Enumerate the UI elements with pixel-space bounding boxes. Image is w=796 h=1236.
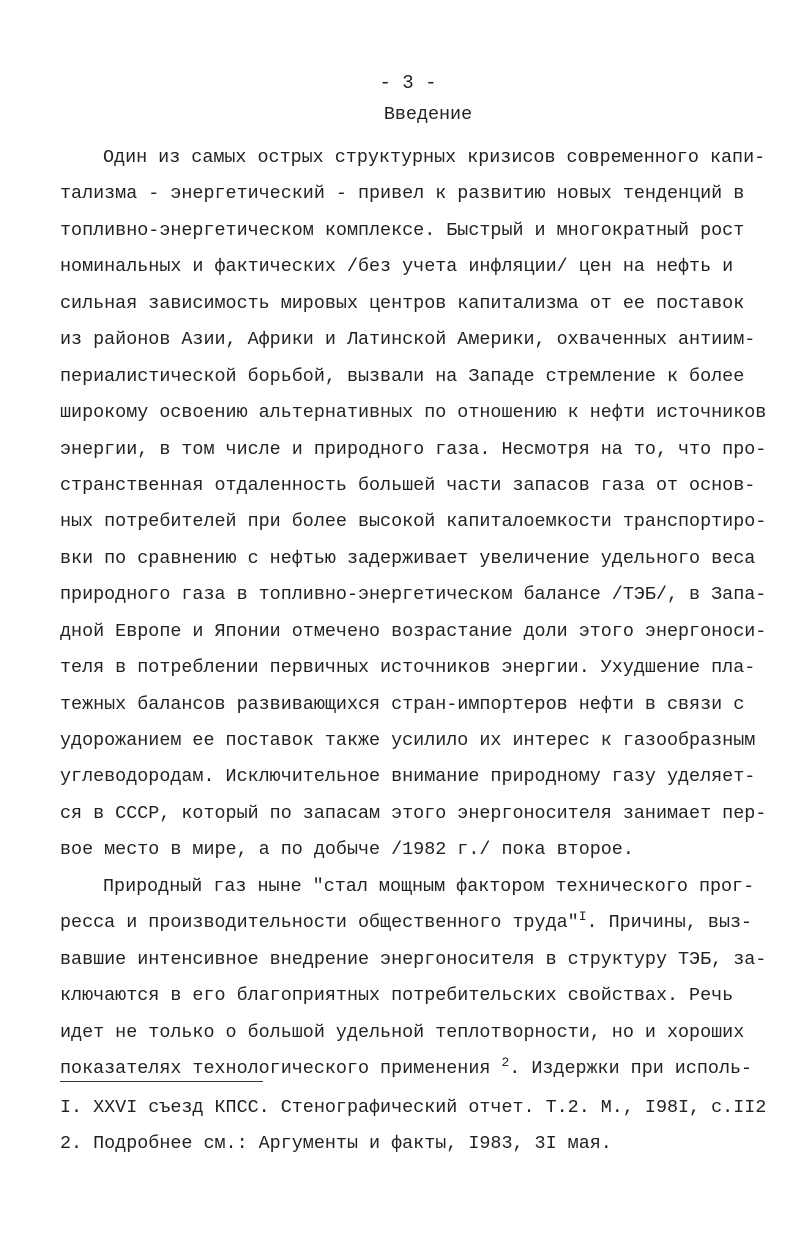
- text-line: широкому освоению альтернативных по отношению к нефти источников: [60, 402, 767, 424]
- body-text: [60, 140, 780, 1087]
- footnote-1: I. XXVI съезд КПСС. Стенографический отчет. Т.2. М., I98I, с.II2: [60, 1097, 767, 1118]
- text-line: дной Европе и Японии отмечено возрастание доли этого энергоноси-: [60, 620, 767, 642]
- text-line: ных потребителей при более высокой капиталоемкости транспортиро-: [60, 511, 767, 533]
- text-line: Один из самых острых структурных кризисов современного капи-: [103, 147, 766, 168]
- text-segment: . Издержки при исполь-: [509, 1057, 753, 1079]
- text-line: сильная зависимость мировых центров капитализма от ее поставок: [60, 292, 745, 314]
- page-number: - 3 -: [379, 72, 437, 94]
- text-line: тализма - энергетический - привел к развитию новых тенденций в: [60, 183, 745, 205]
- text-line: ключаются в его благоприятных потребительских свойствах. Речь: [60, 985, 734, 1007]
- text-line: тежных балансов развивающихся стран-импортеров нефти в связи с: [60, 693, 745, 715]
- text-line: вавшие интенсивное внедрение энергоносителя в структуру ТЭБ, за-: [60, 948, 767, 970]
- footnote-ref: 2: [501, 1054, 510, 1070]
- text-line: природного газа в топливно-энергетическом балансе /ТЭБ/, в Запа-: [60, 584, 767, 606]
- footnote-ref: I: [578, 909, 587, 925]
- section-title: Введение: [383, 104, 473, 125]
- text-line: вки по сравнению с нефтью задерживает увеличение удельного веса: [60, 547, 756, 569]
- text-line: периалистической борьбой, вызвали на Западе стремление к более: [60, 365, 745, 387]
- text-line: топливно-энергетическом комплексе. Быстрый и многократный рост: [60, 219, 745, 241]
- footnote-2: 2. Подробнее см.: Аргументы и факты, I983, 3I мая.: [60, 1133, 612, 1155]
- text-segment: . Причины, выз-: [586, 912, 753, 934]
- text-line: номинальных и фактических /без учета инфляции/ цен на нефть и: [60, 256, 734, 278]
- text-line: энергии, в том числе и природного газа. Несмотря на то, что про-: [60, 438, 767, 460]
- text-line: теля в потреблении первичных источников энергии. Ухудшение пла-: [60, 657, 756, 679]
- footnote-separator: [60, 1081, 263, 1082]
- text-line: Природный газ ныне "стал мощным фактором технического прог-: [103, 875, 755, 897]
- text-line: идет не только о большой удельной теплотворности, но и хороших: [60, 1021, 745, 1043]
- text-line: удорожанием ее поставок также усилило их интерес к газообразным: [60, 730, 756, 751]
- text-segment: ресса и производительности общественного труда": [60, 912, 579, 934]
- text-segment: показателях технологического применения: [60, 1057, 502, 1079]
- text-line: вое место в мире, а по добыче /1982 г./ пока второе.: [60, 839, 634, 861]
- text-line: странственная отдаленность большей части запасов газа от основ-: [60, 474, 756, 496]
- footnotes: [60, 1090, 766, 1163]
- text-line: [60, 905, 780, 941]
- text-line: углеводородам. Исключительное внимание природному газу уделяет-: [60, 766, 756, 788]
- text-line: ся в СССР, который по запасам этого энергоносителя занимает пер-: [60, 802, 767, 824]
- text-line: из районов Азии, Африки и Латинской Америки, охваченных антиим-: [60, 329, 756, 351]
